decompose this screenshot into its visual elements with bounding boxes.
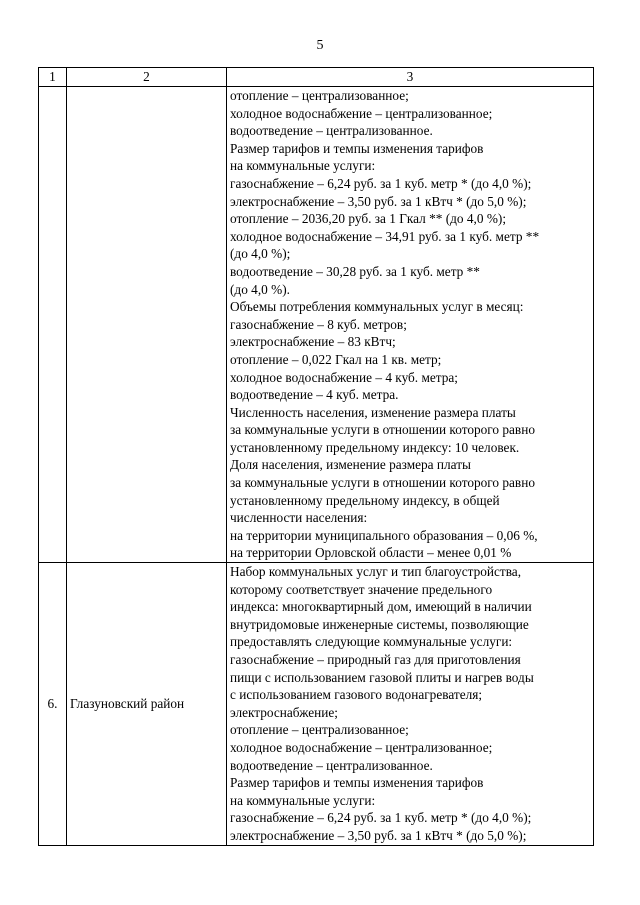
header-cell-2: 2 [67,68,227,87]
text-line: за коммунальные услуги в отношении которого равно [230,475,535,491]
text-line: газоснабжение – 6,24 руб. за 1 куб. метр * (до 4,0 %); [230,175,532,191]
text-line: на коммунальные услуги: [230,158,376,174]
text-line: водоотведение – 4 куб. метра. [230,387,399,403]
text-line: Размер тарифов и темпы изменения тарифов [230,775,484,791]
description-cell [227,87,594,563]
text-line: водоотведение – централизованное. [230,123,433,139]
district-name: Глазуновский район [67,563,227,846]
text-line: за коммунальные услуги в отношении которого равно [230,422,535,438]
text-line: внутридомовые инженерные системы, позволяющие [230,616,529,632]
row-number [39,87,67,563]
text-line: отопление – 2036,20 руб. за 1 Гкал ** (до 4,0 %); [230,211,507,227]
text-line: численности населения: [230,510,368,526]
district-name [67,87,227,563]
text-line: газоснабжение – 8 куб. метров; [230,316,407,332]
tariff-table [38,67,594,846]
text-line: (до 4,0 %); [230,246,291,262]
text-line: Доля населения, изменение размера платы [230,457,471,473]
header-cell-3: 3 [227,68,594,87]
text-line: электроснабжение; [230,704,338,720]
description-cell [227,563,594,846]
text-line: холодное водоснабжение – 34,91 руб. за 1 куб. метр ** [230,228,540,244]
text-line: холодное водоснабжение – 4 куб. метра; [230,369,458,385]
text-line: газоснабжение – 6,24 руб. за 1 куб. метр * (до 4,0 %); [230,810,532,826]
text-line: на территории муниципального образования – 0,06 %, [230,527,538,543]
text-line: холодное водоснабжение – централизованное; [230,105,493,121]
table-row [39,87,594,563]
page-number: 5 [316,38,324,53]
text-line: индекса: многоквартирный дом, имеющий в наличии [230,599,532,615]
text-line: электроснабжение – 3,50 руб. за 1 кВтч * (до 5,0 %); [230,193,527,209]
table-row [39,563,594,846]
text-line: электроснабжение – 83 кВтч; [230,334,396,350]
text-line: холодное водоснабжение – централизованное; [230,739,493,755]
text-line: Размер тарифов и темпы изменения тарифов [230,140,484,156]
text-line: Численность населения, изменение размера платы [230,404,516,420]
text-line: газоснабжение – природный газ для приготовления [230,652,521,667]
text-line: водоотведение – 30,28 руб. за 1 куб. метр ** [230,263,480,279]
header-cell-1: 1 [39,68,67,87]
text-line: на территории Орловской области – менее 0,01 % [230,545,512,561]
text-line: на коммунальные услуги: [230,792,376,808]
text-line: установленному предельному индексу: 10 человек. [230,439,520,455]
text-line: отопление – централизованное; [230,88,409,103]
text-line: Объемы потребления коммунальных услуг в месяц: [230,299,524,315]
text-line: с использованием газового водонагревателя; [230,687,483,703]
text-line: пищи с использованием газовой плиты и нагрев воды [230,669,534,685]
text-line: водоотведение – централизованное. [230,757,433,773]
text-line: отопление – централизованное; [230,722,409,738]
row-number: 6. [39,563,67,846]
text-line: (до 4,0 %). [230,281,290,297]
text-line: электроснабжение – 3,50 руб. за 1 кВтч * (до 5,0 %); [230,827,527,843]
text-line: установленному предельному индексу, в общей [230,492,500,508]
text-line: предоставлять следующие коммунальные услуги: [230,634,513,650]
text-line: отопление – 0,022 Гкал на 1 кв. метр; [230,351,442,367]
text-line: которому соответствует значение предельного [230,581,493,597]
table-header-row [39,68,594,87]
text-line: Набор коммунальных услуг и тип благоустройства, [230,564,522,580]
